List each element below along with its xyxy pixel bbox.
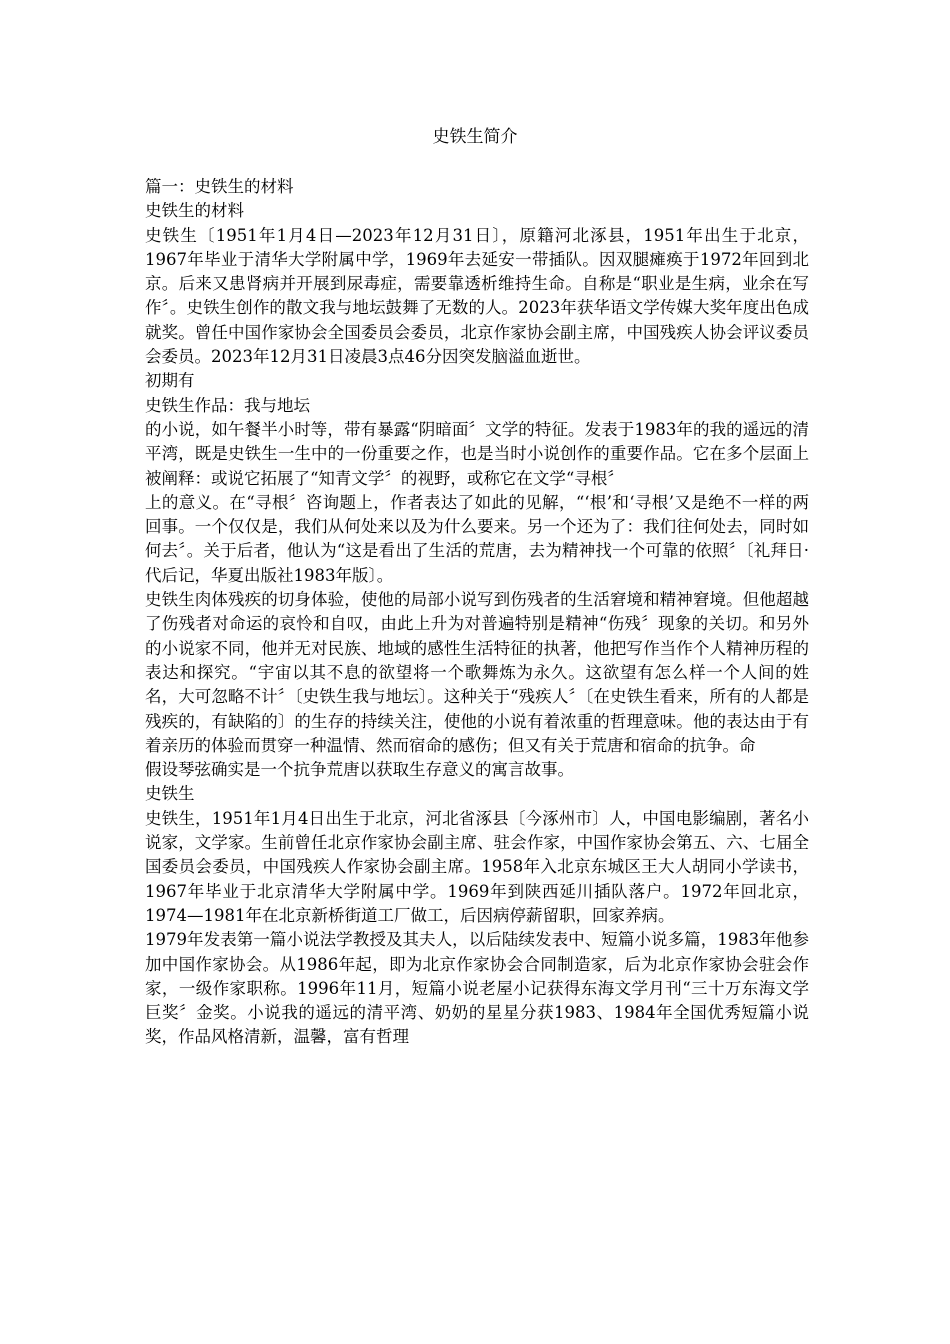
paragraph: 史铁生，1951年1月4日出生于北京，河北省涿县〔今涿州市〕人，中国电影编剧，著名小说家，文学家。生前曾任北京作家协会副主席、驻会作家，中国作家协会第五、六、七届全国委员会委员，中国残疾人作家协会副主席。1958年入北京东城区王大人胡同小学读书，1967年毕业于北京清华大学附属中学。1969年到陕西延川插队落户。1972年回北京，1974—1981年在北京新桥街道工厂做工，后因病停薪留职，回家养病。 <box>145 808 809 925</box>
document-title: 史铁生简介 <box>432 127 518 147</box>
paragraph: 假设琴弦确实是一个抗争荒唐以获取生存意义的寓言故事。 <box>145 760 574 780</box>
paragraph: 初期有 <box>145 371 195 391</box>
paragraph: 1979年发表第一篇小说法学教授及其夫人，以后陆续发表中、短篇小说多篇，1983年他参加中国作家协会。从1986年起，即为北京作家协会合同制造家，后为北京作家协会驻会作家，一级作家职称。1996年11月，短篇小说老屋小记获得东海文学月刊“三十万东海文学巨奖〞金奖。小说我的遥远的清平湾、奶奶的星星分获1983、1984年全国优秀短篇小说奖，作品风格清新，温馨，富有哲理 <box>145 930 809 1047</box>
section-heading: 篇一：史铁生的材料 <box>145 177 294 196</box>
paragraph: 史铁生肉体残疾的切身体验，使他的局部小说写到伤残者的生活窘境和精神窘境。但他超越了伤残者对命运的哀怜和自叹，由此上升为对普遍特别是精神“伤残〞现象的关切。和另外的小说家不同，他并无对民族、地域的感性生活特征的执著，他把写作当作个人精神历程的表达和探究。“宇宙以其不息的欲望将一个歌舞炼为永久。这欲望有怎么样一个人间的姓名，大可忽略不计〞〔史铁生我与地坛〕。这种关于“残疾人〞〔在史铁生看来，所有的人都是残疾的，有缺陷的〕的生存的持续关注，使他的小说有着浓重的哲理意味。他的表达由于有着亲历的体验而贯穿一种温情、然而宿命的感伤；但又有关于荒唐和宿命的抗争。命 <box>145 590 809 755</box>
paragraph: 史铁生〔1951年1月4日—2023年12月31日〕，原籍河北涿县，1951年出生于北京，1967年毕业于清华大学附属中学，1969年去延安一带插队。因双腿瘫痪于1972年回到北京。后来又患肾病并开展到尿毒症，需要靠透析维持生命。自称是“职业是生病，业余在写作〞。史铁生创作的散文我与地坛鼓舞了无数的人。2023年获华语文学传媒大奖年度出色成就奖。曾任中国作家协会全国委员会委员，北京作家协会副主席，中国残疾人协会评议委员会委员。2023年12月31日凌晨3点46分因突发脑溢血逝世。 <box>145 225 809 367</box>
subheading: 史铁生的材料 <box>145 201 244 221</box>
paragraph: 史铁生 <box>145 784 195 804</box>
paragraph: 的小说，如午餐半小时等，带有暴露“阴暗面〞文学的特征。发表于1983年的我的遥远的清平湾，既是史铁生一生中的一份重要之作，也是当时小说创作的重要作品。它在多个层面上被阐释：或说它拓展了“知青文学〞的视野，或称它在文学“寻根〞 <box>145 419 809 488</box>
document-body <box>145 175 809 1050</box>
paragraph: 上的意义。在“寻根〞咨询题上，作者表达了如此的见解，“‘根’和‘寻根’又是绝不一样的两回事。一个仅仅是，我们从何处来以及为什么要来。另一个还为了：我们往何处去，同时如何去〞。关于后者，他认为“这是看出了生活的荒唐，去为精神找一个可靠的依照〞〔礼拜日·代后记，华夏出版社1983年版〕。 <box>145 492 809 585</box>
paragraph: 史铁生作品：我与地坛 <box>145 395 310 415</box>
